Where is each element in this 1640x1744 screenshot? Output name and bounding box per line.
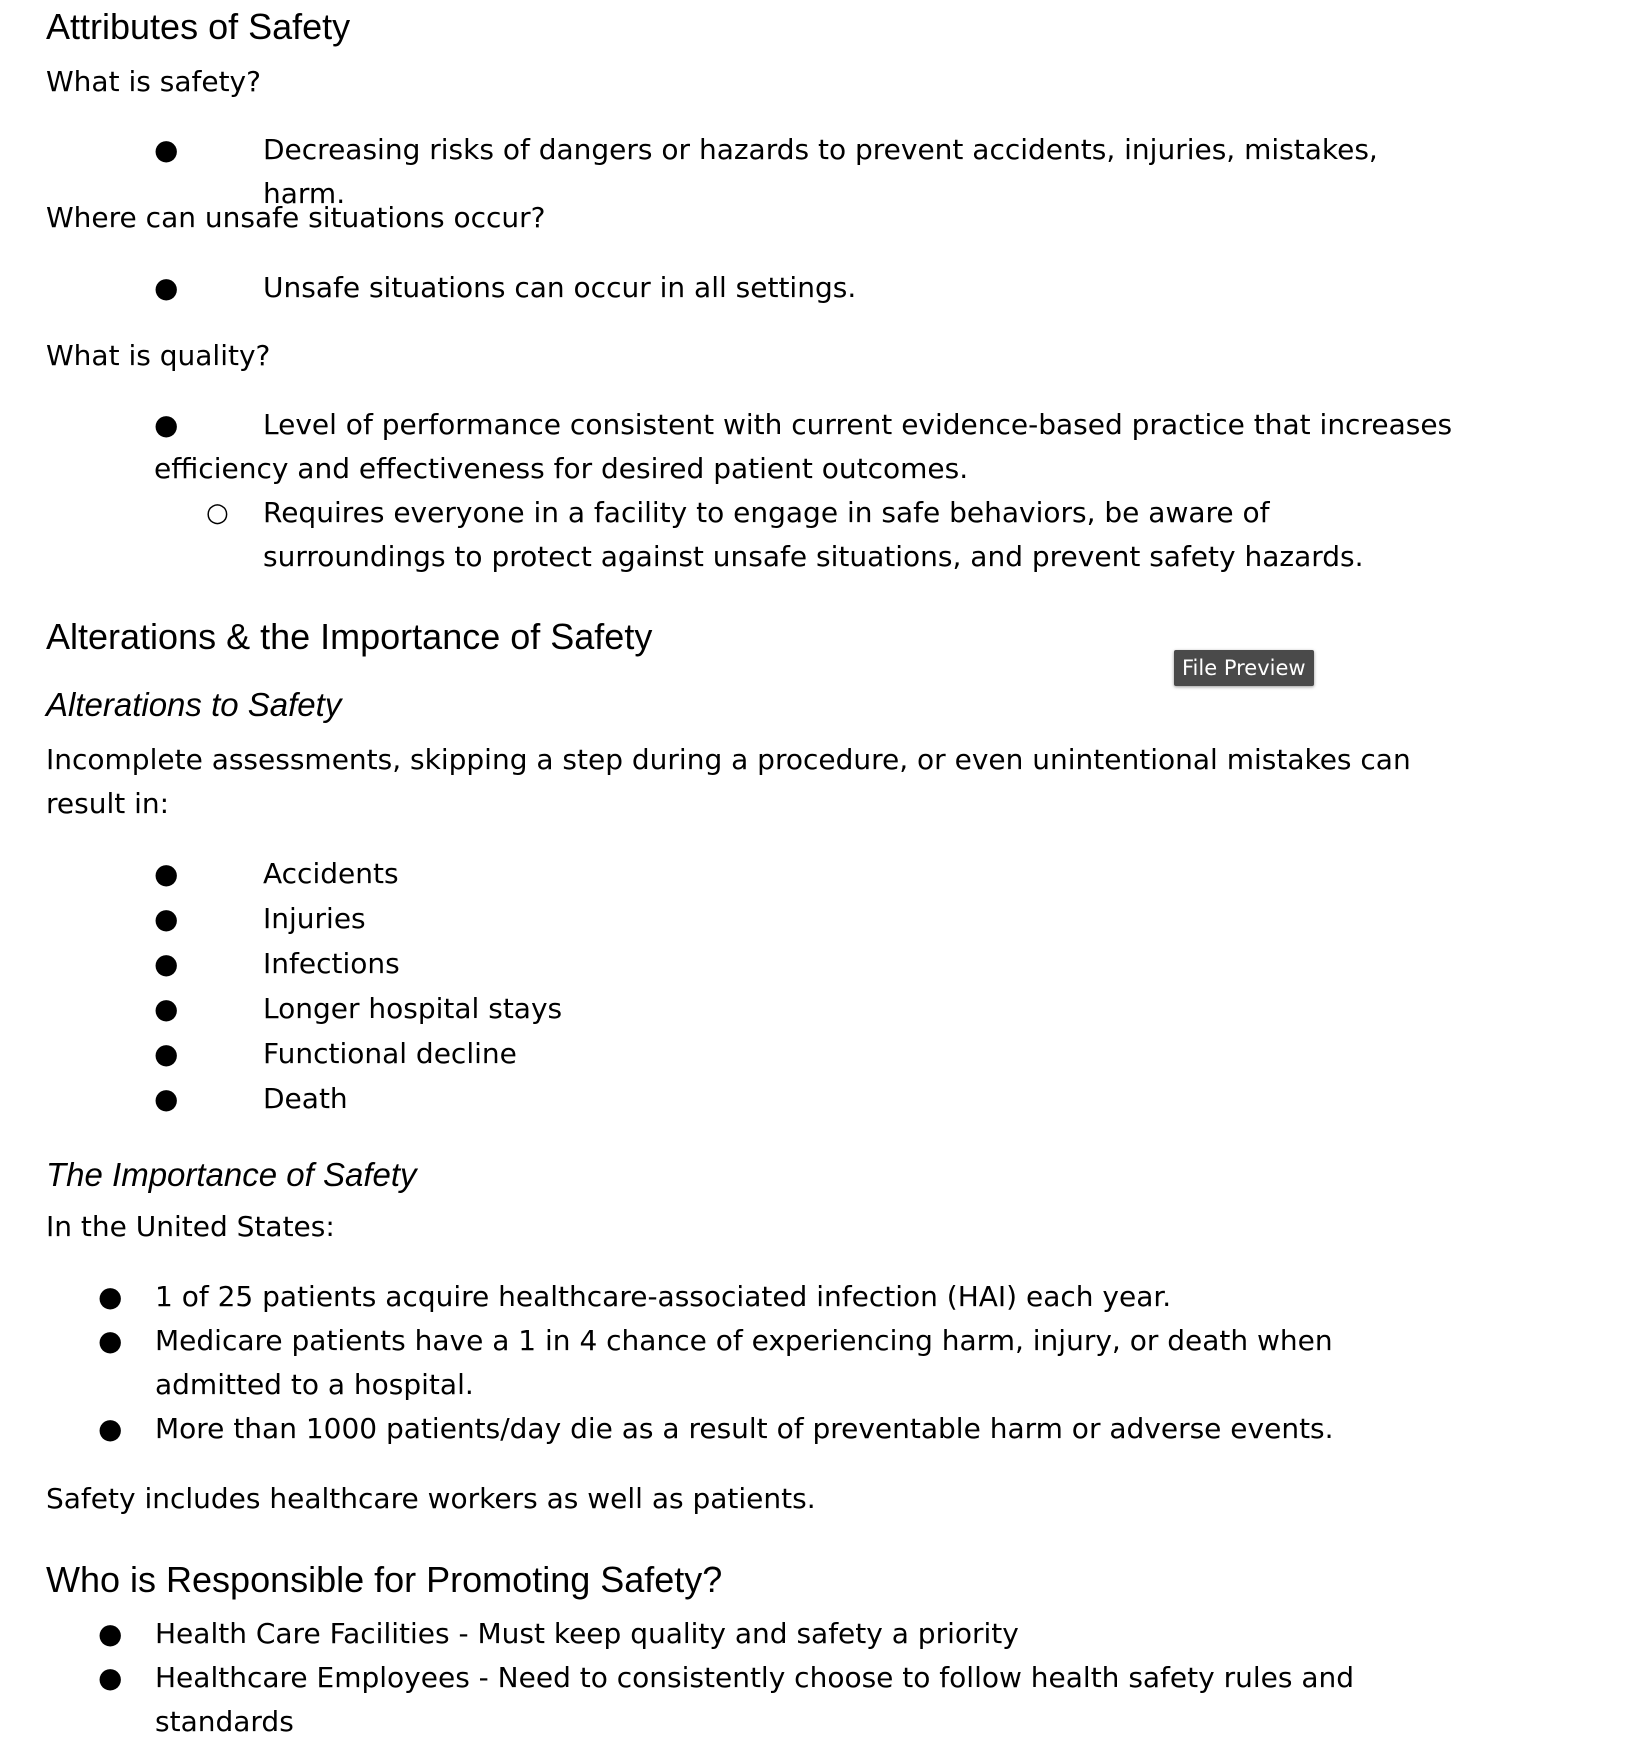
- list-item: ○ Requires everyone in a facility to engage in safe behaviors, be aware of surroundings to protect against unsafe situations, and prevent safety hazards.: [46, 491, 1446, 579]
- circle-bullet-icon: ○: [206, 498, 229, 528]
- bullet-icon: ●: [154, 1037, 179, 1070]
- alterations-intro: Incomplete assessments, skipping a step during a procedure, or even unintentional mistakes can result in:: [46, 743, 1411, 820]
- list-item: ● Health Care Facilities - Must keep quality and safety a priority: [46, 1612, 1466, 1656]
- quality-line-1: ● Level of performance consistent with current evidence-based practice that increases: [46, 403, 1466, 447]
- importance-closing: Safety includes healthcare workers as well as patients.: [46, 1482, 816, 1515]
- question-what-is-quality: What is quality?: [46, 339, 271, 372]
- bullet-icon: ●: [154, 1082, 179, 1115]
- subheading-importance-of-safety: The Importance of Safety: [46, 1156, 417, 1193]
- list-unsafe-settings: [46, 266, 1466, 310]
- importance-intro: In the United States:: [46, 1210, 335, 1243]
- list-item: ● Unsafe situations can occur in all settings.: [46, 266, 1466, 310]
- list-item: ● More than 1000 patients/day die as a result of preventable harm or adverse events.: [46, 1407, 1446, 1451]
- question-where-unsafe: Where can unsafe situations occur?: [46, 201, 546, 234]
- question-what-is-safety: What is safety?: [46, 65, 261, 98]
- heading-alterations-importance: Alterations & the Importance of Safety: [46, 616, 653, 657]
- heading-attributes-of-safety: Attributes of Safety: [46, 6, 351, 47]
- bullet-icon: ●: [98, 1280, 123, 1313]
- list-item: ● Healthcare Employees - Need to consistently choose to follow health safety rules and standards: [46, 1656, 1466, 1744]
- list-item: ● Injuries: [46, 896, 1466, 941]
- list-alterations-outcomes: [46, 851, 1466, 1121]
- quality-line-2: efficiency and effectiveness for desired patient outcomes.: [154, 452, 969, 485]
- list-item: ● Decreasing risks of dangers or hazards to prevent accidents, injuries, mistakes, harm.: [46, 128, 1466, 216]
- bullet-icon: ●: [154, 271, 179, 304]
- bullet-icon: ●: [98, 1617, 123, 1650]
- quality-definition: [46, 403, 1466, 491]
- subheading-alterations-to-safety: Alterations to Safety: [46, 686, 342, 723]
- list-responsible-parties: [46, 1612, 1466, 1744]
- bullet-icon: ●: [154, 947, 179, 980]
- bullet-icon: ●: [154, 857, 179, 890]
- bullet-icon: ●: [154, 992, 179, 1025]
- list-item: ● Longer hospital stays: [46, 986, 1466, 1031]
- bullet-icon: ●: [154, 133, 179, 166]
- bullet-icon: ●: [98, 1412, 123, 1445]
- list-item: ● Accidents: [46, 851, 1466, 896]
- bullet-icon: ●: [98, 1661, 123, 1694]
- list-item: ● Death: [46, 1076, 1466, 1121]
- bullet-icon: ●: [98, 1324, 123, 1357]
- heading-who-is-responsible: Who is Responsible for Promoting Safety?: [46, 1559, 723, 1600]
- bullet-icon: ●: [154, 902, 179, 935]
- list-item: ● Functional decline: [46, 1031, 1466, 1076]
- bullet-icon: ●: [154, 408, 179, 441]
- list-item: ● Infections: [46, 941, 1466, 986]
- list-item: ● 1 of 25 patients acquire healthcare-associated infection (HAI) each year.: [46, 1275, 1446, 1319]
- list-importance-stats: [46, 1275, 1446, 1451]
- file-preview-tooltip: File Preview: [1174, 650, 1314, 686]
- list-item: ● Medicare patients have a 1 in 4 chance of experiencing harm, injury, or death when admitted to a hospital.: [46, 1319, 1446, 1407]
- list-quality-sub: [46, 491, 1446, 579]
